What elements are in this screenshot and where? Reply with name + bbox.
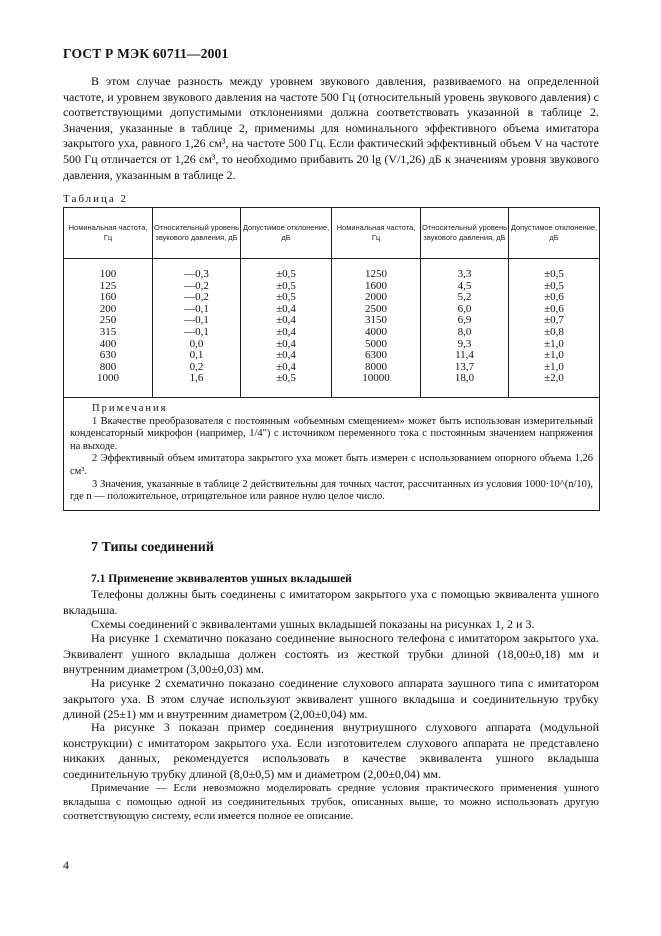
subsection-title: 7.1 Применение эквивалентов ушных вкладышей bbox=[91, 573, 352, 585]
tolerance-column-left: ±0,5 ±0,5 ±0,5 ±0,4 ±0,4 ±0,4 ±0,4 ±0,4 ±0,4 ±0,5 bbox=[241, 259, 332, 398]
header-cell: Относительный уровень звукового давления, дБ bbox=[421, 208, 509, 259]
page-number: 4 bbox=[63, 858, 69, 872]
table-notes bbox=[64, 398, 600, 511]
footnote: Примечание — Если невозможно моделировать средние условия практического применения ушного вкладыша с помощью одной из соединительных трубок, описанных выше, то можно использовать другую соответствующую систему, если имеется полное ее описание. bbox=[63, 782, 599, 822]
header-cell: Допустимое отклонение, дБ bbox=[509, 208, 600, 259]
intro-paragraph: В этом случае разность между уровнем звукового давления, развиваемого на определенной частоте, и уровнем звукового давления на частоте 500 Гц (относительный уровень звукового давления) с соответствующими допустимыми отклонениями должна соответствовать указанной в таблице 2. Значения, указанные в таблице 2, применимы для номинального эффективного объема имитатора закрытого уха, равного 1,26 см³, на частоте 500 Гц. Если фактический эффективный объем V на частоте 500 Гц отличается от 1,26 см³, то необходимо прибавить 20 lg (V/1,26) дБ к значениям уровня звукового давления, указанным в таблице 2. bbox=[63, 74, 599, 182]
section-paragraph: На рисунке 3 показан пример соединения внутриушного слухового аппарата (модульной конструкции) с имитатором закрытого уха. Если изготовителем слухового аппарата не представлено никаких данных, рекомендуется использовать в качестве эквивалента ушного вкладыша соединительную трубку длиной (8,0±0,5) мм и диаметром (2,00±0,04) мм. bbox=[63, 720, 599, 781]
frequency-table bbox=[63, 207, 600, 511]
header-cell: Номинальная частота, Гц bbox=[64, 208, 153, 259]
section-paragraph: Телефоны должны быть соединены с имитатором закрытого уха с помощью эквивалента ушного вкладыша. bbox=[63, 587, 599, 617]
section-paragraph: На рисунке 1 схематично показано соединение выносного телефона с имитатором закрытого уха. Эквивалент ушного вкладыша должен состоять из жесткой трубки длиной (18,00±0,18) мм и внутренним диаметром (3,00±0,03) мм. bbox=[63, 631, 599, 677]
section-paragraph: Схемы соединений с эквивалентами ушных вкладышей показаны на рисунках 1, 2 и 3. bbox=[91, 617, 535, 631]
note-2: 2 Эффективный объем имитатора закрытого уха может быть измерен с использованием опорного объема 1,26 см³. bbox=[70, 453, 593, 477]
level-column-right: 3,3 4,5 5,2 6,0 6,9 8,0 9,3 11,4 13,7 18,0 bbox=[421, 259, 509, 398]
freq-column-right: 1250 1600 2000 2500 3150 4000 5000 6300 8000 10000 bbox=[332, 259, 421, 398]
table-data-row bbox=[64, 259, 600, 398]
freq-column-left: 100 125 160 200 250 315 400 630 800 1000 bbox=[64, 259, 153, 398]
notes-title: Примечания bbox=[92, 403, 168, 414]
document-header: ГОСТ Р МЭК 60711—2001 bbox=[63, 46, 229, 61]
table-caption: Таблица 2 bbox=[63, 193, 129, 205]
header-cell: Относительный уровень звукового давления, дБ bbox=[153, 208, 241, 259]
table-notes-row bbox=[64, 398, 600, 511]
note-3: 3 Значения, указанные в таблице 2 действительны для точных частот, рассчитанных из условия 1000·10^(n/10), где n — положительное, отрицательное или равное нулю целое число. bbox=[70, 478, 593, 503]
header-cell: Допустимое отклонение, дБ bbox=[241, 208, 332, 259]
tolerance-column-right: ±0,5 ±0,5 ±0,6 ±0,6 ±0,7 ±0,8 ±1,0 ±1,0 ±1,0 ±2,0 bbox=[509, 259, 600, 398]
section-title: 7 Типы соединений bbox=[91, 540, 214, 555]
level-column-left: —0,3 —0,2 —0,2 —0,1 —0,1 —0,1 0,0 0,1 0,2 1,6 bbox=[153, 259, 241, 398]
header-cell: Номинальная частота, Гц bbox=[332, 208, 421, 259]
table-header-row bbox=[64, 208, 600, 259]
section-paragraph: На рисунке 2 схематично показано соединение слухового аппарата заушного типа с имитатором закрытого уха. В этом случае используют эквивалент ушного вкладыша и соединительную трубку длиной (25±1) мм и внутренним диаметром (2,00±0,04) мм. bbox=[63, 676, 599, 722]
note-1: 1 Вкачестве преобразователя с постоянным «объемным смещением» может быть использован измерительный конденсаторный микрофон (например, 1/4") с источником переменного тока с постоянным значением напряжения на выходе. bbox=[70, 415, 593, 452]
